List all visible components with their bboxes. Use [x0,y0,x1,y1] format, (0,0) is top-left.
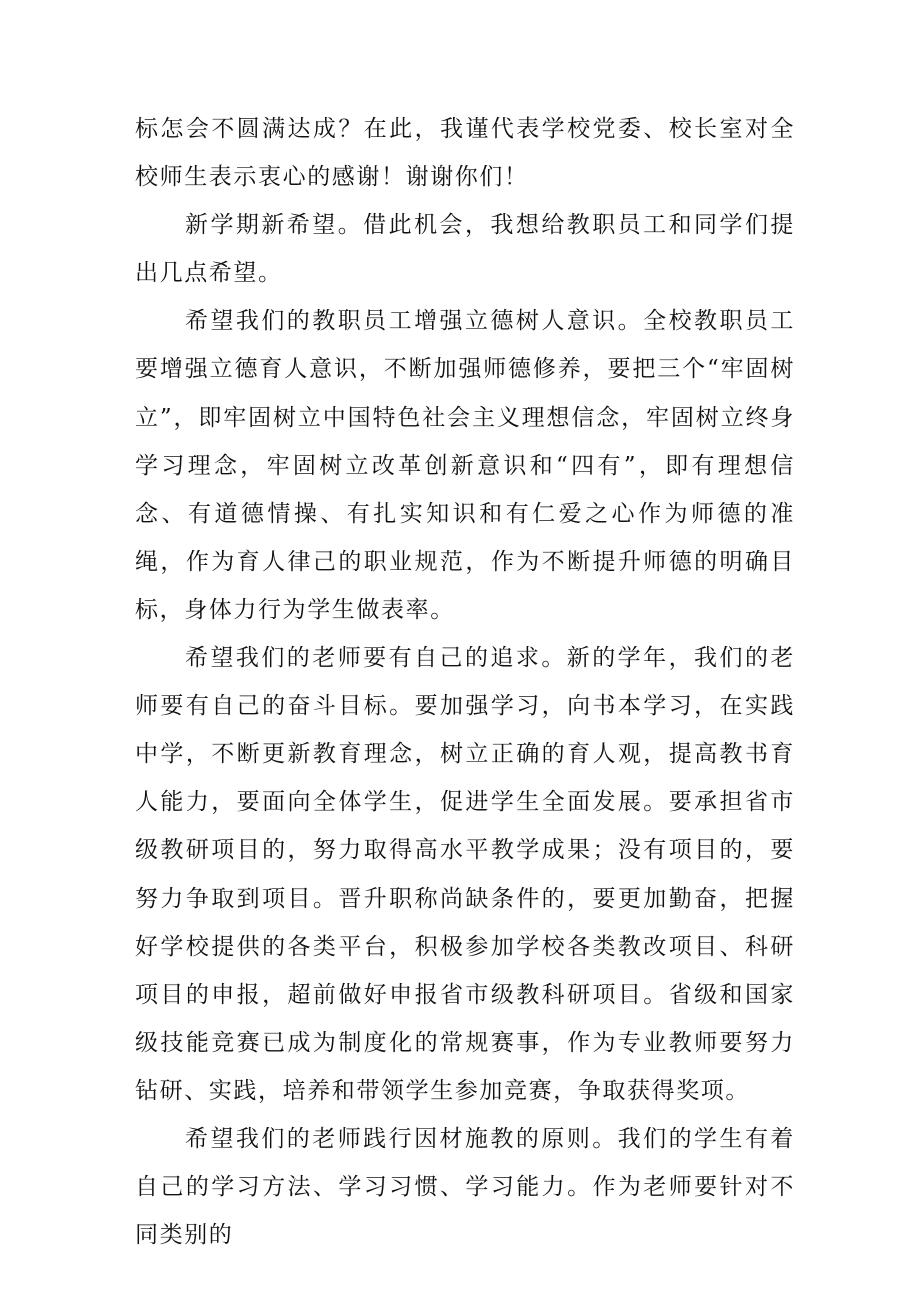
paragraph-continuation: 标怎会不圆满达成？在此，我谨代表学校党委、校长室对全校师生表示衷心的感谢！谢谢你们！ [135,116,795,191]
document-body [135,105,795,1259]
paragraph-staff-morality: 希望我们的教职员工增强立德树人意识。全校教职员工要增强立德育人意识，不断加强师德修养，要把三个“牢固树立”，即牢固树立中国特色社会主义理想信念，牢固树立终身学习理念，牢固树立改革创新意识和“四有”，即有理想信念、有道德情操、有扎实知识和有仁爱之心作为师德的准绳，作为育人律己的职业规范，作为不断提升师德的明确目标，身体力行为学生做表率。 [135,308,795,623]
paragraph-individualized-teaching: 希望我们的老师践行因材施教的原则。我们的学生有着自己的学习方法、学习习惯、学习能力。作为老师要针对不同类别的 [135,1125,795,1249]
paragraph-new-semester-hopes: 新学期新希望。借此机会，我想给教职员工和同学们提出几点希望。 [135,212,795,287]
paragraph-teacher-pursuit: 希望我们的老师要有自己的追求。新的学年，我们的老师要有自己的奋斗目标。要加强学习，向书本学习，在实践中学，不断更新教育理念，树立正确的育人观，提高教书育人能力，要面向全体学生，促进学生全面发展。要承担省市级教研项目的，努力取得高水平教学成果；没有项目的，要努力争取到项目。晋升职称尚缺条件的，要更加勤奋，把握好学校提供的各类平台，积极参加学校各类教改项目、科研项目的申报，超前做好申报省市级教科研项目。省级和国家级技能竞赛已成为制度化的常规赛事，作为专业教师要努力钻研、实践，培养和带领学生参加竞赛，争取获得奖项。 [135,645,795,1104]
